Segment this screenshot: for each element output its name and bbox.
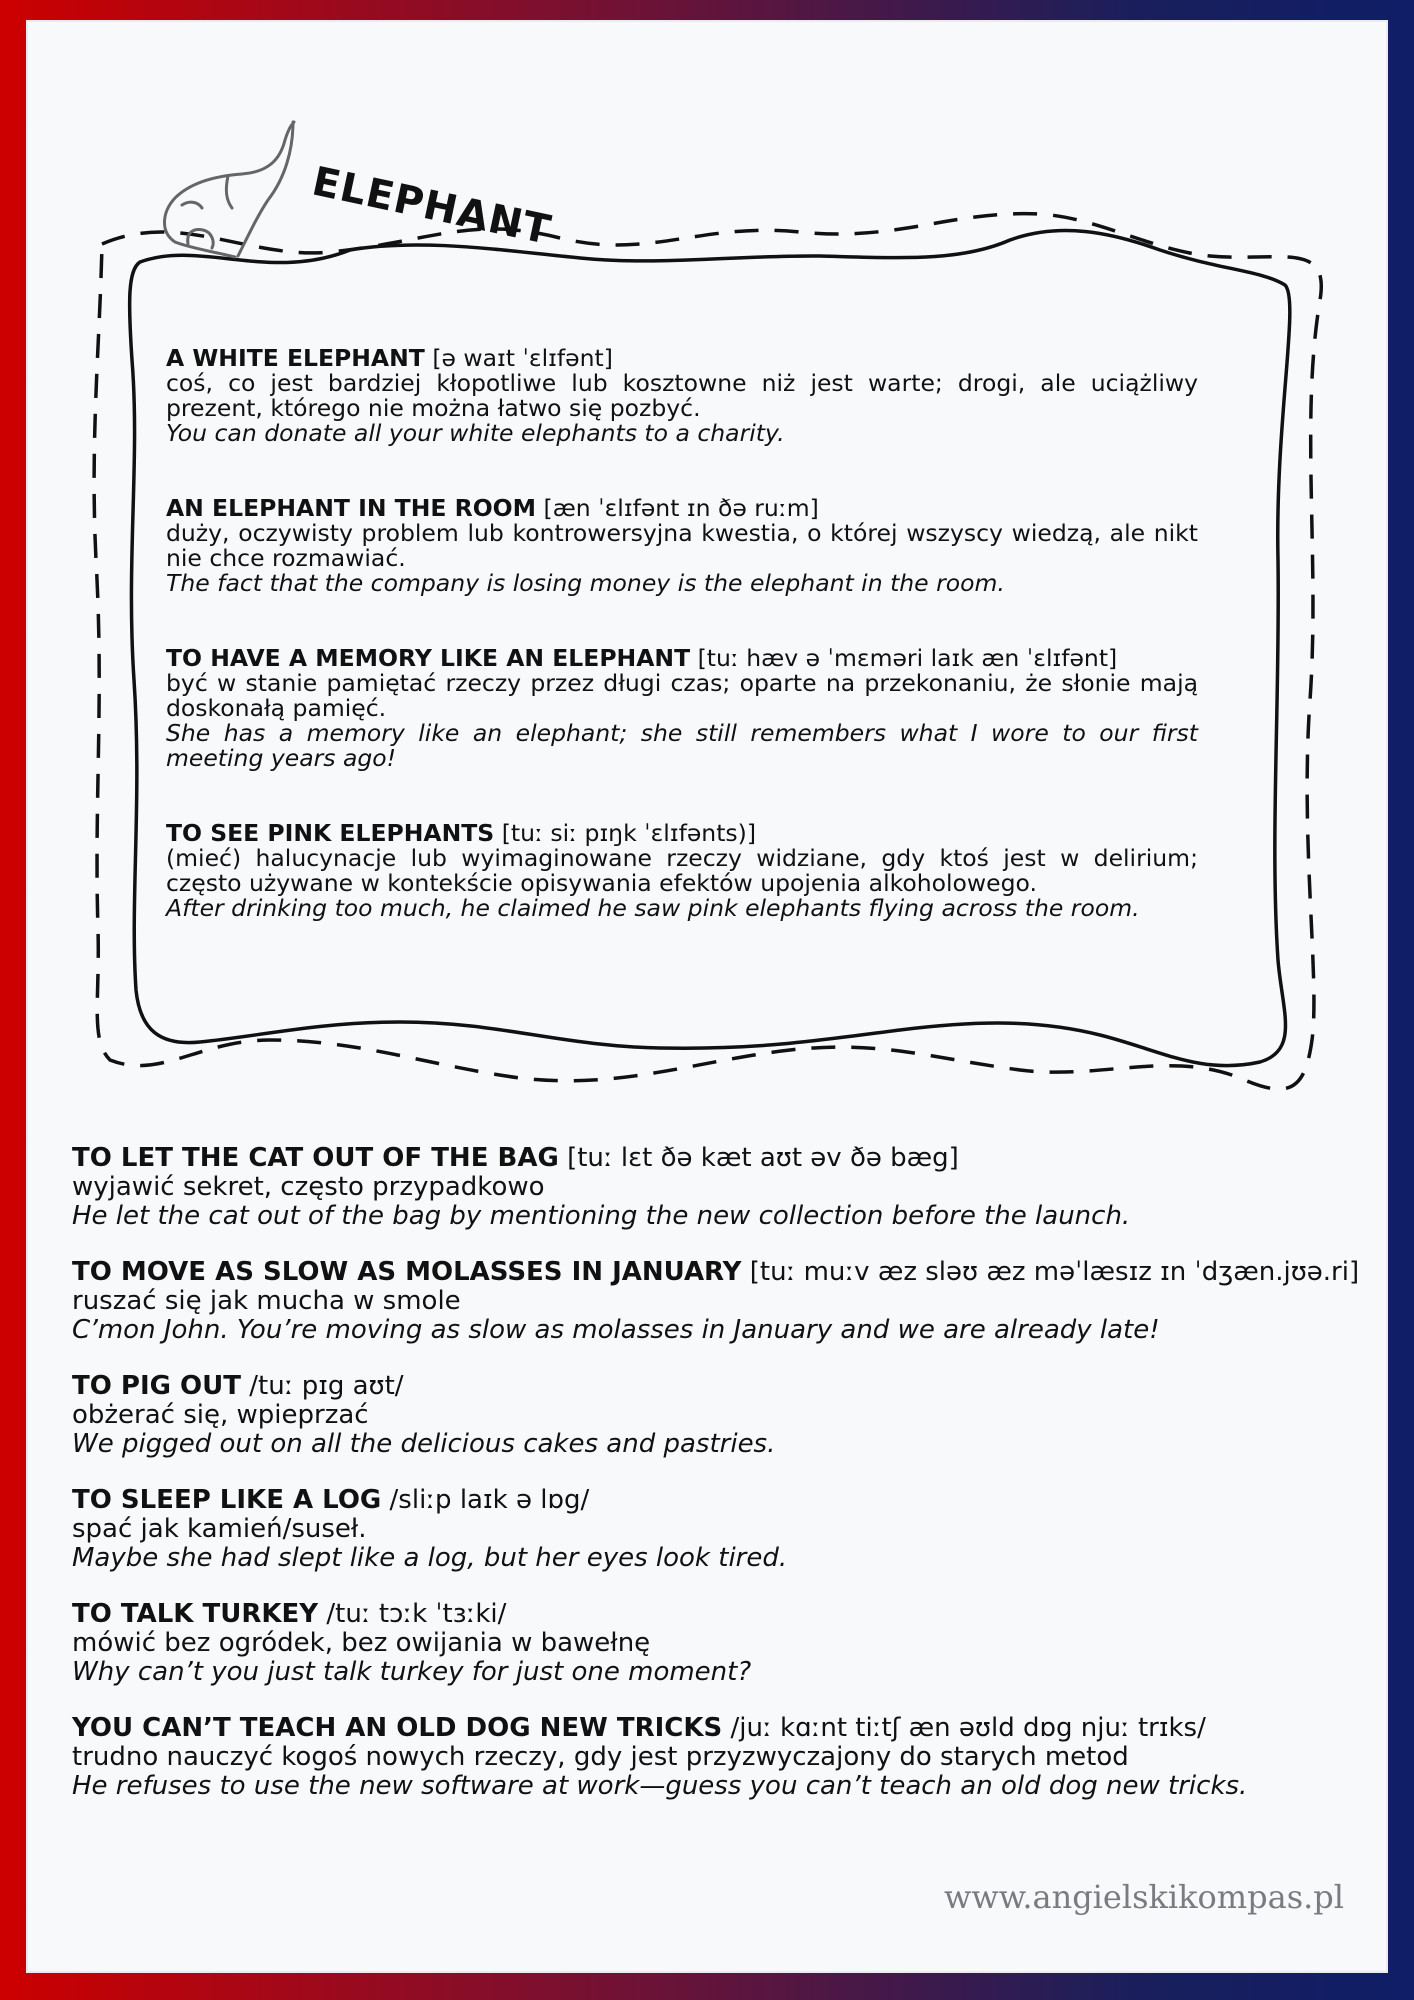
idiom-definition: mówić bez ogródek, bez owijania w bawełnę bbox=[72, 1628, 651, 1658]
idiom-ipa: /tuː tɔːk ˈtɜːki/ bbox=[326, 1599, 507, 1629]
idiom-term: TO TALK TURKEY bbox=[72, 1599, 319, 1629]
boxed-entry bbox=[166, 346, 1198, 446]
idiom-definition: spać jak kamień/suseł. bbox=[72, 1514, 367, 1544]
list-item bbox=[72, 1600, 1362, 1687]
idiom-term: TO SLEEP LIKE A LOG bbox=[72, 1485, 382, 1515]
elephant-idioms-box bbox=[166, 346, 1198, 971]
list-item bbox=[72, 1714, 1362, 1801]
idiom-term: TO PIG OUT bbox=[72, 1371, 241, 1401]
idiom-example: He refuses to use the new software at work—guess you can’t teach an old dog new tricks. bbox=[72, 1771, 1248, 1801]
idiom-example: C’mon John. You’re moving as slow as molasses in January and we are already late! bbox=[72, 1315, 1160, 1345]
elephant-icon bbox=[164, 122, 294, 257]
idiom-definition: (mieć) halucynacje lub wyimaginowane rzeczy widziane, gdy ktoś jest w delirium; często używane w kontekście opisywania efektów upojenia alkoholowego. bbox=[166, 844, 1198, 897]
boxed-entry bbox=[166, 496, 1198, 596]
idiom-definition: trudno nauczyć kogoś nowych rzeczy, gdy jest przyzwyczajony do starych metod bbox=[72, 1742, 1129, 1772]
idiom-ipa: /sliːp laɪk ə lɒg/ bbox=[389, 1485, 590, 1515]
idiom-definition: duży, oczywisty problem lub kontrowersyjna kwestia, o której wszyscy wiedzą, ale nikt nie chce rozmawiać. bbox=[166, 519, 1198, 572]
idiom-term: TO SEE PINK ELEPHANTS bbox=[166, 819, 495, 847]
idiom-term: A WHITE ELEPHANT bbox=[166, 344, 425, 372]
idiom-ipa: [tuː muːv æz sləʊ æz məˈlæsɪz ɪn ˈdʒæn.jʊə.ri] bbox=[749, 1257, 1360, 1287]
page-title: ELEPHANT bbox=[308, 158, 556, 254]
idiom-ipa: /juː kɑːnt tiːtʃ æn əʊld dɒg njuː trɪks/ bbox=[730, 1713, 1206, 1743]
idiom-ipa: [æn ˈɛlɪfənt ɪn ðə ruːm] bbox=[543, 494, 819, 522]
idiom-term: YOU CAN’T TEACH AN OLD DOG NEW TRICKS bbox=[72, 1713, 723, 1743]
boxed-entry bbox=[166, 646, 1198, 771]
list-item bbox=[72, 1258, 1362, 1345]
idiom-term: TO LET THE CAT OUT OF THE BAG bbox=[72, 1143, 559, 1173]
idioms-list bbox=[72, 1144, 1362, 1828]
idiom-definition: coś, co jest bardziej kłopotliwe lub kosztowne niż jest warte; drogi, ale uciążliwy prezent, którego nie można łatwo się pozbyć. bbox=[166, 369, 1198, 422]
idiom-ipa: /tuː pɪg aʊt/ bbox=[249, 1371, 404, 1401]
idiom-ipa: [ə waɪt ˈɛlɪfənt] bbox=[432, 344, 613, 372]
idiom-ipa: [tuː siː pɪŋk ˈɛlɪfənts)] bbox=[501, 819, 756, 847]
idiom-term: TO HAVE A MEMORY LIKE AN ELEPHANT bbox=[166, 644, 691, 672]
idiom-term: TO MOVE AS SLOW AS MOLASSES IN JANUARY bbox=[72, 1257, 742, 1287]
idiom-example: You can donate all your white elephants to a charity. bbox=[166, 419, 785, 447]
idiom-example: We pigged out on all the delicious cakes and pastries. bbox=[72, 1429, 776, 1459]
idiom-example: Why can’t you just talk turkey for just one moment? bbox=[72, 1657, 752, 1687]
idiom-term: AN ELEPHANT IN THE ROOM bbox=[166, 494, 537, 522]
idiom-definition: być w stanie pamiętać rzeczy przez długi czas; oparte na przekonaniu, że słonie mają doskonałą pamięć. bbox=[166, 669, 1198, 722]
list-item bbox=[72, 1144, 1362, 1231]
idiom-example: After drinking too much, he claimed he saw pink elephants flying across the room. bbox=[166, 894, 1140, 922]
idiom-ipa: [tuː hæv ə ˈmɛməri laɪk æn ˈɛlɪfənt] bbox=[697, 644, 1118, 672]
idiom-example: He let the cat out of the bag by mentioning the new collection before the launch. bbox=[72, 1201, 1131, 1231]
idiom-definition: obżerać się, wpieprzać bbox=[72, 1400, 369, 1430]
idiom-ipa: [tuː lɛt ðə kæt aʊt əv ðə bæg] bbox=[567, 1143, 959, 1173]
idiom-definition: wyjawić sekret, często przypadkowo bbox=[72, 1172, 545, 1202]
website-url: www.angielskikompas.pl bbox=[943, 1878, 1344, 1916]
list-item bbox=[72, 1486, 1362, 1573]
idiom-definition: ruszać się jak mucha w smole bbox=[72, 1286, 461, 1316]
idiom-example: Maybe she had slept like a log, but her eyes look tired. bbox=[72, 1543, 788, 1573]
list-item bbox=[72, 1372, 1362, 1459]
idiom-example: She has a memory like an elephant; she still remembers what I wore to our first meeting years ago! bbox=[166, 719, 1198, 772]
boxed-entry bbox=[166, 821, 1198, 921]
idiom-example: The fact that the company is losing money is the elephant in the room. bbox=[166, 569, 1005, 597]
